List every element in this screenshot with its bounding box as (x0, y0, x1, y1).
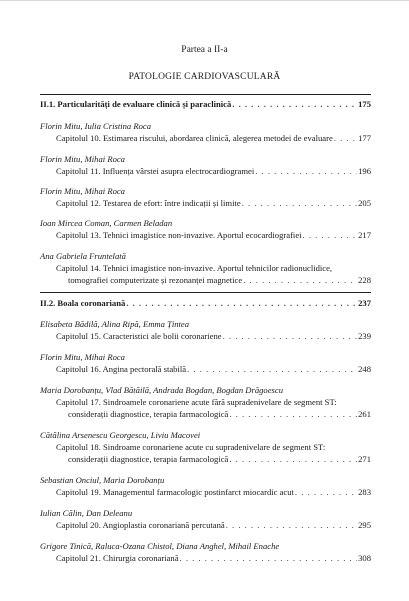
chapter-authors: Grigore Tinică, Raluca-Ozana Chistol, Diana Anghel, Mihail Enache (40, 541, 280, 551)
section-divider (40, 94, 371, 95)
chapter-authors: Iulian Călin, Dan Deleanu (40, 508, 133, 518)
part-label: Partea a II-a (181, 45, 228, 55)
chapter-authors: Elisabeta Bădilă, Alina Ripă, Emma Țintea (40, 319, 190, 329)
chapter-authors: Florin Mitu, Mihai Roca (40, 154, 125, 164)
toc-chapter-17[interactable] (68, 408, 371, 420)
dot-leader (295, 486, 357, 498)
toc-chapter-20[interactable] (56, 519, 371, 531)
chapter-title: Capitolul 20. Angioplastia coronariană percutană (56, 520, 225, 530)
dot-leader (126, 297, 357, 309)
toc-chapter-21[interactable] (56, 552, 371, 564)
section-title: II.1. Particularități de evaluare clinică și paraclinică (40, 99, 232, 109)
chapter-title: Capitolul 16. Angina pectorală stabilă (56, 364, 187, 374)
dot-leader (226, 519, 357, 531)
dot-leader (242, 197, 357, 209)
page-number: 295 (358, 520, 371, 530)
page-number: 271 (358, 454, 371, 464)
toc-section-1[interactable] (40, 98, 371, 110)
toc-section-2[interactable] (40, 297, 371, 309)
chapter-title: Capitolul 15. Caracteristici ale bolii coronariene (56, 331, 222, 341)
dot-leader (303, 229, 358, 241)
chapter-authors: Sebastian Onciul, Maria Dorobanțu (40, 475, 165, 485)
chapter-authors: Ana Gabriela Fruntelată (40, 251, 126, 261)
dot-leader (229, 453, 357, 465)
toc-chapter-11[interactable] (56, 165, 371, 177)
page-number: 196 (358, 166, 371, 176)
chapter-authors: Florin Mitu, Mihai Roca (40, 352, 125, 362)
toc-chapter-18[interactable] (68, 453, 371, 465)
chapter-title: Capitolul 12. Testarea de efort: între indicații și limite (56, 198, 241, 208)
dot-leader (180, 552, 358, 564)
toc-chapter-14[interactable] (68, 274, 371, 286)
page-number: 283 (358, 487, 371, 497)
toc-chapter-15[interactable] (56, 330, 371, 342)
chapter-title-line[interactable]: Capitolul 14. Tehnici imagistice non-invazive. Aportul tehnicilor radionuclidice, (56, 263, 333, 273)
chapter-title: tomografiei computerizate și rezonanței magnetice (68, 275, 243, 285)
chapter-title: Capitolul 10. Estimarea riscului, abordarea clinică, alegerea metodei de evaluare (56, 133, 333, 143)
chapter-authors: Florin Mitu, Iulia Cristina Roca (40, 121, 152, 131)
chapter-title: Capitolul 21. Chirurgia coronariană (56, 553, 179, 563)
page-number: 239 (358, 331, 371, 341)
dot-leader (223, 330, 357, 342)
toc-chapter-13[interactable] (56, 229, 371, 241)
dot-leader (255, 165, 357, 177)
page-number: 175 (358, 99, 371, 109)
chapter-title: considerații diagnostice, terapia farmacologică (68, 454, 229, 464)
page-number: 228 (358, 275, 371, 285)
chapter-title-line[interactable]: Capitolul 18. Sindroame coronariene acute cu supradenivelare de segment ST: (56, 442, 326, 452)
toc-chapter-12[interactable] (56, 197, 371, 209)
dot-leader (243, 274, 357, 286)
dot-leader (334, 132, 357, 144)
section-title: II.2. Boala coronariană (40, 298, 126, 308)
page-number: 177 (358, 133, 371, 143)
chapter-title-line[interactable]: Capitolul 17. Sindroamele coronariene acute fără supradenivelare de segment ST: (56, 397, 337, 407)
toc-chapter-10[interactable] (56, 132, 371, 144)
page-number: 237 (358, 298, 371, 308)
top-edge-line (0, 0, 409, 1)
dot-leader (232, 98, 357, 110)
chapter-authors: Florin Mitu, Mihai Roca (40, 186, 125, 196)
chapter-authors: Cătălina Arsenescu Georgescu, Liviu Macovei (40, 430, 201, 440)
page-number: 217 (358, 230, 371, 240)
part-title: PATOLOGIE CARDIOVASCULARĂ (128, 72, 281, 82)
page-number: 205 (358, 198, 371, 208)
chapter-authors: Ioan Mircea Coman, Carmen Beladan (40, 218, 173, 228)
chapter-title: Capitolul 13. Tehnici imagistice non-invazive. Aportul ecocardiografiei (56, 230, 302, 240)
page-number: 261 (358, 409, 371, 419)
dot-leader (229, 408, 357, 420)
toc-chapter-16[interactable] (56, 363, 371, 375)
dot-leader (187, 363, 357, 375)
chapter-title: Capitolul 11. Influența vârstei asupra electrocardiogramei (56, 166, 255, 176)
chapter-authors: Maria Dorobanțu, Vlad Bătăilă, Andrada Bogdan, Bogdan Drăgoescu (40, 385, 284, 395)
section-divider (40, 292, 371, 293)
page-number: 308 (358, 553, 371, 563)
chapter-title: considerații diagnostice, terapia farmacologică (68, 409, 229, 419)
chapter-title: Capitolul 19. Managementul farmacologic postinfarct miocardic acut (56, 487, 294, 497)
page-number: 248 (358, 364, 371, 374)
toc-chapter-19[interactable] (56, 486, 371, 498)
